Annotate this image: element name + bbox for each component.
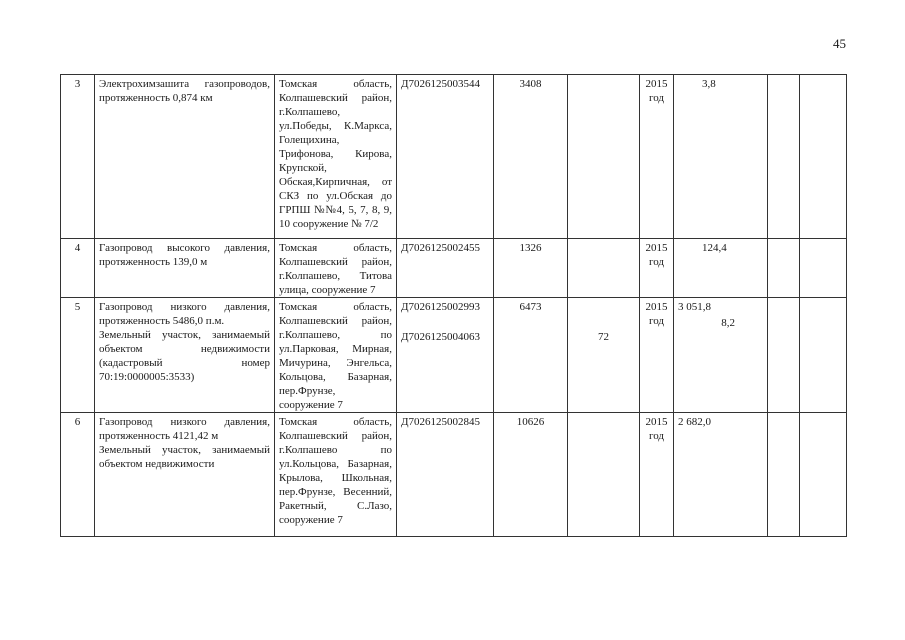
extra-cell	[568, 75, 640, 239]
row-number: 5	[61, 298, 95, 413]
year-value: 2015	[645, 78, 668, 90]
object-value: 3 051,8	[678, 301, 711, 313]
object-address: Томская область, Колпашевский район, г.Колпашево, по ул.Парковая, Мирная, Мичурина, Энгельса, Кольцова, Базарная, пер.Фрунзе, сооружение 7	[275, 298, 397, 413]
row-number: 6	[61, 413, 95, 537]
object-name-cell	[95, 298, 275, 413]
empty-cell	[768, 413, 800, 537]
year-suffix: год	[648, 430, 665, 442]
object-name: Электрохимзашита газопроводов, протяженность 0,874 км	[95, 75, 275, 239]
registry-code: Д7026125003544	[397, 75, 494, 239]
object-value: 2 682,0	[678, 416, 711, 428]
object-area: 1326	[494, 239, 568, 298]
year-value: 2015	[645, 242, 668, 254]
object-address: Томская область, Колпашевский район, г.Колпашево по ул.Кольцова, Базарная, Крылова, Школьная, пер.Фрунзе, Весенний, Ракетный, С.Лазо, сооружение 7	[275, 413, 397, 537]
empty-cell	[768, 75, 800, 239]
registry-code: Д7026125002455	[397, 239, 494, 298]
table-row	[61, 413, 847, 537]
row-number: 4	[61, 239, 95, 298]
object-value: 124,4	[702, 242, 727, 254]
object-name: Газопровод низкого давления, протяженность 5486,0 п.м.	[99, 301, 270, 327]
land-area: 72	[598, 331, 609, 343]
object-name: Газопровод низкого давления, протяженность 4121,42 м	[99, 416, 270, 442]
year-cell	[640, 239, 674, 298]
year-suffix: год	[648, 315, 665, 327]
page-number: 45	[833, 36, 846, 51]
value-cell	[674, 75, 768, 239]
extra-cell	[568, 239, 640, 298]
table-row	[61, 239, 847, 298]
extra-cell	[568, 413, 640, 537]
object-name: Газопровод высокого давления, протяженность 139,0 м	[95, 239, 275, 298]
empty-cell	[800, 239, 847, 298]
empty-cell	[768, 239, 800, 298]
registry-code: Д7026125002993	[401, 301, 481, 313]
registry-code: Д7026125002845	[397, 413, 494, 537]
year-value: 2015	[645, 301, 668, 313]
empty-cell	[800, 298, 847, 413]
empty-cell	[800, 413, 847, 537]
object-address: Томская область, Колпашевский район, г.Колпашево, Титова улица, сооружение 7	[275, 239, 397, 298]
object-area: 10626	[494, 413, 568, 537]
extra-cell	[568, 298, 640, 413]
year-cell	[640, 75, 674, 239]
land-plot-name: Земельный участок, занимаемый объектом недвижимости (кадастровый номер 70:19:0000005:3533)	[99, 329, 270, 383]
land-plot-name: Земельный участок, занимаемый объектом недвижимости	[99, 444, 270, 470]
registry-code-land: Д7026125004063	[401, 331, 481, 343]
value-cell	[674, 239, 768, 298]
table-row	[61, 75, 847, 239]
object-name-cell	[95, 413, 275, 537]
object-area: 3408	[494, 75, 568, 239]
registry-code-cell	[397, 298, 494, 413]
object-area: 6473	[494, 298, 568, 413]
object-value: 3,8	[702, 78, 716, 90]
year-cell	[640, 413, 674, 537]
property-registry-table	[60, 74, 847, 537]
value-cell	[674, 298, 768, 413]
object-address: Томская область, Колпашевский район, г.Колпашево, ул.Победы, К.Маркса, Голещихина, Трифонова, Кирова, Крупской, Обская,Кирпичная, от СКЗ по ул.Обская до ГРПШ №№4, 5, 7, 8, 9, 10 сооружение № 7/2	[275, 75, 397, 239]
year-suffix: год	[648, 92, 665, 104]
year-value: 2015	[645, 416, 668, 428]
empty-cell	[800, 75, 847, 239]
year-suffix: год	[648, 256, 665, 268]
year-cell	[640, 298, 674, 413]
row-number: 3	[61, 75, 95, 239]
empty-cell	[768, 298, 800, 413]
value-cell	[674, 413, 768, 537]
table-row	[61, 298, 847, 413]
land-value: 8,2	[721, 317, 735, 329]
